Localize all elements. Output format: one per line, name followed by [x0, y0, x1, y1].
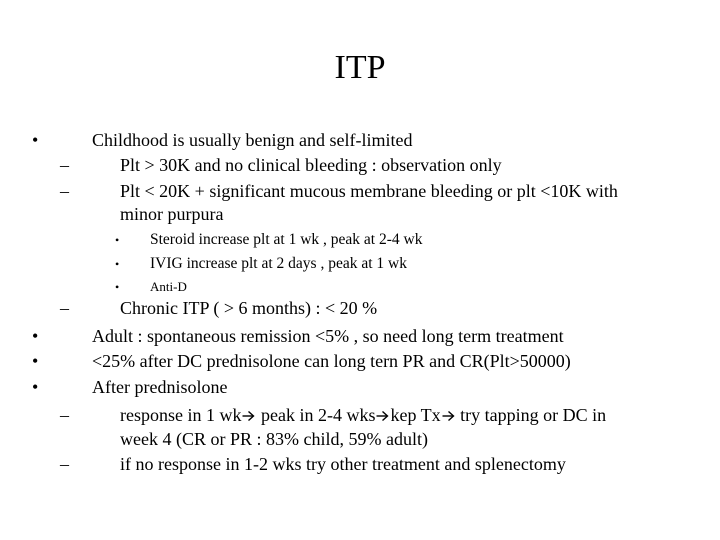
bullet-marker: •	[32, 130, 39, 150]
sub-sub-bullet-anti-d: Anti-D	[150, 279, 187, 294]
right-arrow-icon	[242, 410, 255, 422]
bullet-marker: •	[32, 351, 39, 371]
sub-sub-bullet-steroid: Steroid increase plt at 1 wk , peak at 2-4 wk	[150, 231, 423, 248]
dash-marker: –	[60, 454, 69, 474]
response-text-1: response in 1 wk	[120, 405, 242, 425]
bullet-childhood: Childhood is usually benign and self-limited	[92, 130, 413, 150]
dash-marker: –	[60, 405, 69, 425]
small-bullet-marker: •	[115, 233, 120, 247]
sub-bullet-response-cont: week 4 (CR or PR : 83% child, 59% adult)	[120, 429, 428, 449]
sub-bullet-significant-bleeding-cont: minor purpura	[120, 204, 224, 224]
sub-bullet-observation: Plt > 30K and no clinical bleeding : observation only	[120, 155, 502, 175]
sub-bullet-significant-bleeding: Plt < 20K + significant mucous membrane bleeding or plt <10K with	[120, 181, 618, 201]
sub-bullet-no-response: if no response in 1-2 wks try other treatment and splenectomy	[120, 454, 566, 474]
bullet-adult-remission: Adult : spontaneous remission <5% , so need long term treatment	[92, 326, 564, 346]
right-arrow-icon	[376, 410, 389, 422]
dash-marker: –	[60, 155, 69, 175]
right-arrow-icon	[442, 410, 455, 422]
bullet-marker: •	[32, 377, 39, 397]
small-bullet-marker: •	[115, 280, 120, 294]
small-bullet-marker: •	[115, 257, 120, 271]
response-text-4: try tapping or DC in	[455, 405, 607, 425]
response-text-2: peak in 2-4 wks	[256, 405, 376, 425]
bullet-marker: •	[32, 326, 39, 346]
bullet-dc-prednisolone: <25% after DC prednisolone can long tern PR and CR(Plt>50000)	[92, 351, 571, 371]
dash-marker: –	[60, 181, 69, 201]
bullet-after-prednisolone: After prednisolone	[92, 377, 228, 397]
dash-marker: –	[60, 298, 69, 318]
sub-sub-bullet-ivig: IVIG increase plt at 2 days , peak at 1 wk	[150, 255, 407, 272]
slide-title: ITP	[334, 49, 386, 86]
sub-bullet-response	[120, 404, 606, 427]
response-text-3: kep Tx	[390, 405, 441, 425]
sub-bullet-chronic-itp: Chronic ITP ( > 6 months) : < 20 %	[120, 298, 378, 318]
